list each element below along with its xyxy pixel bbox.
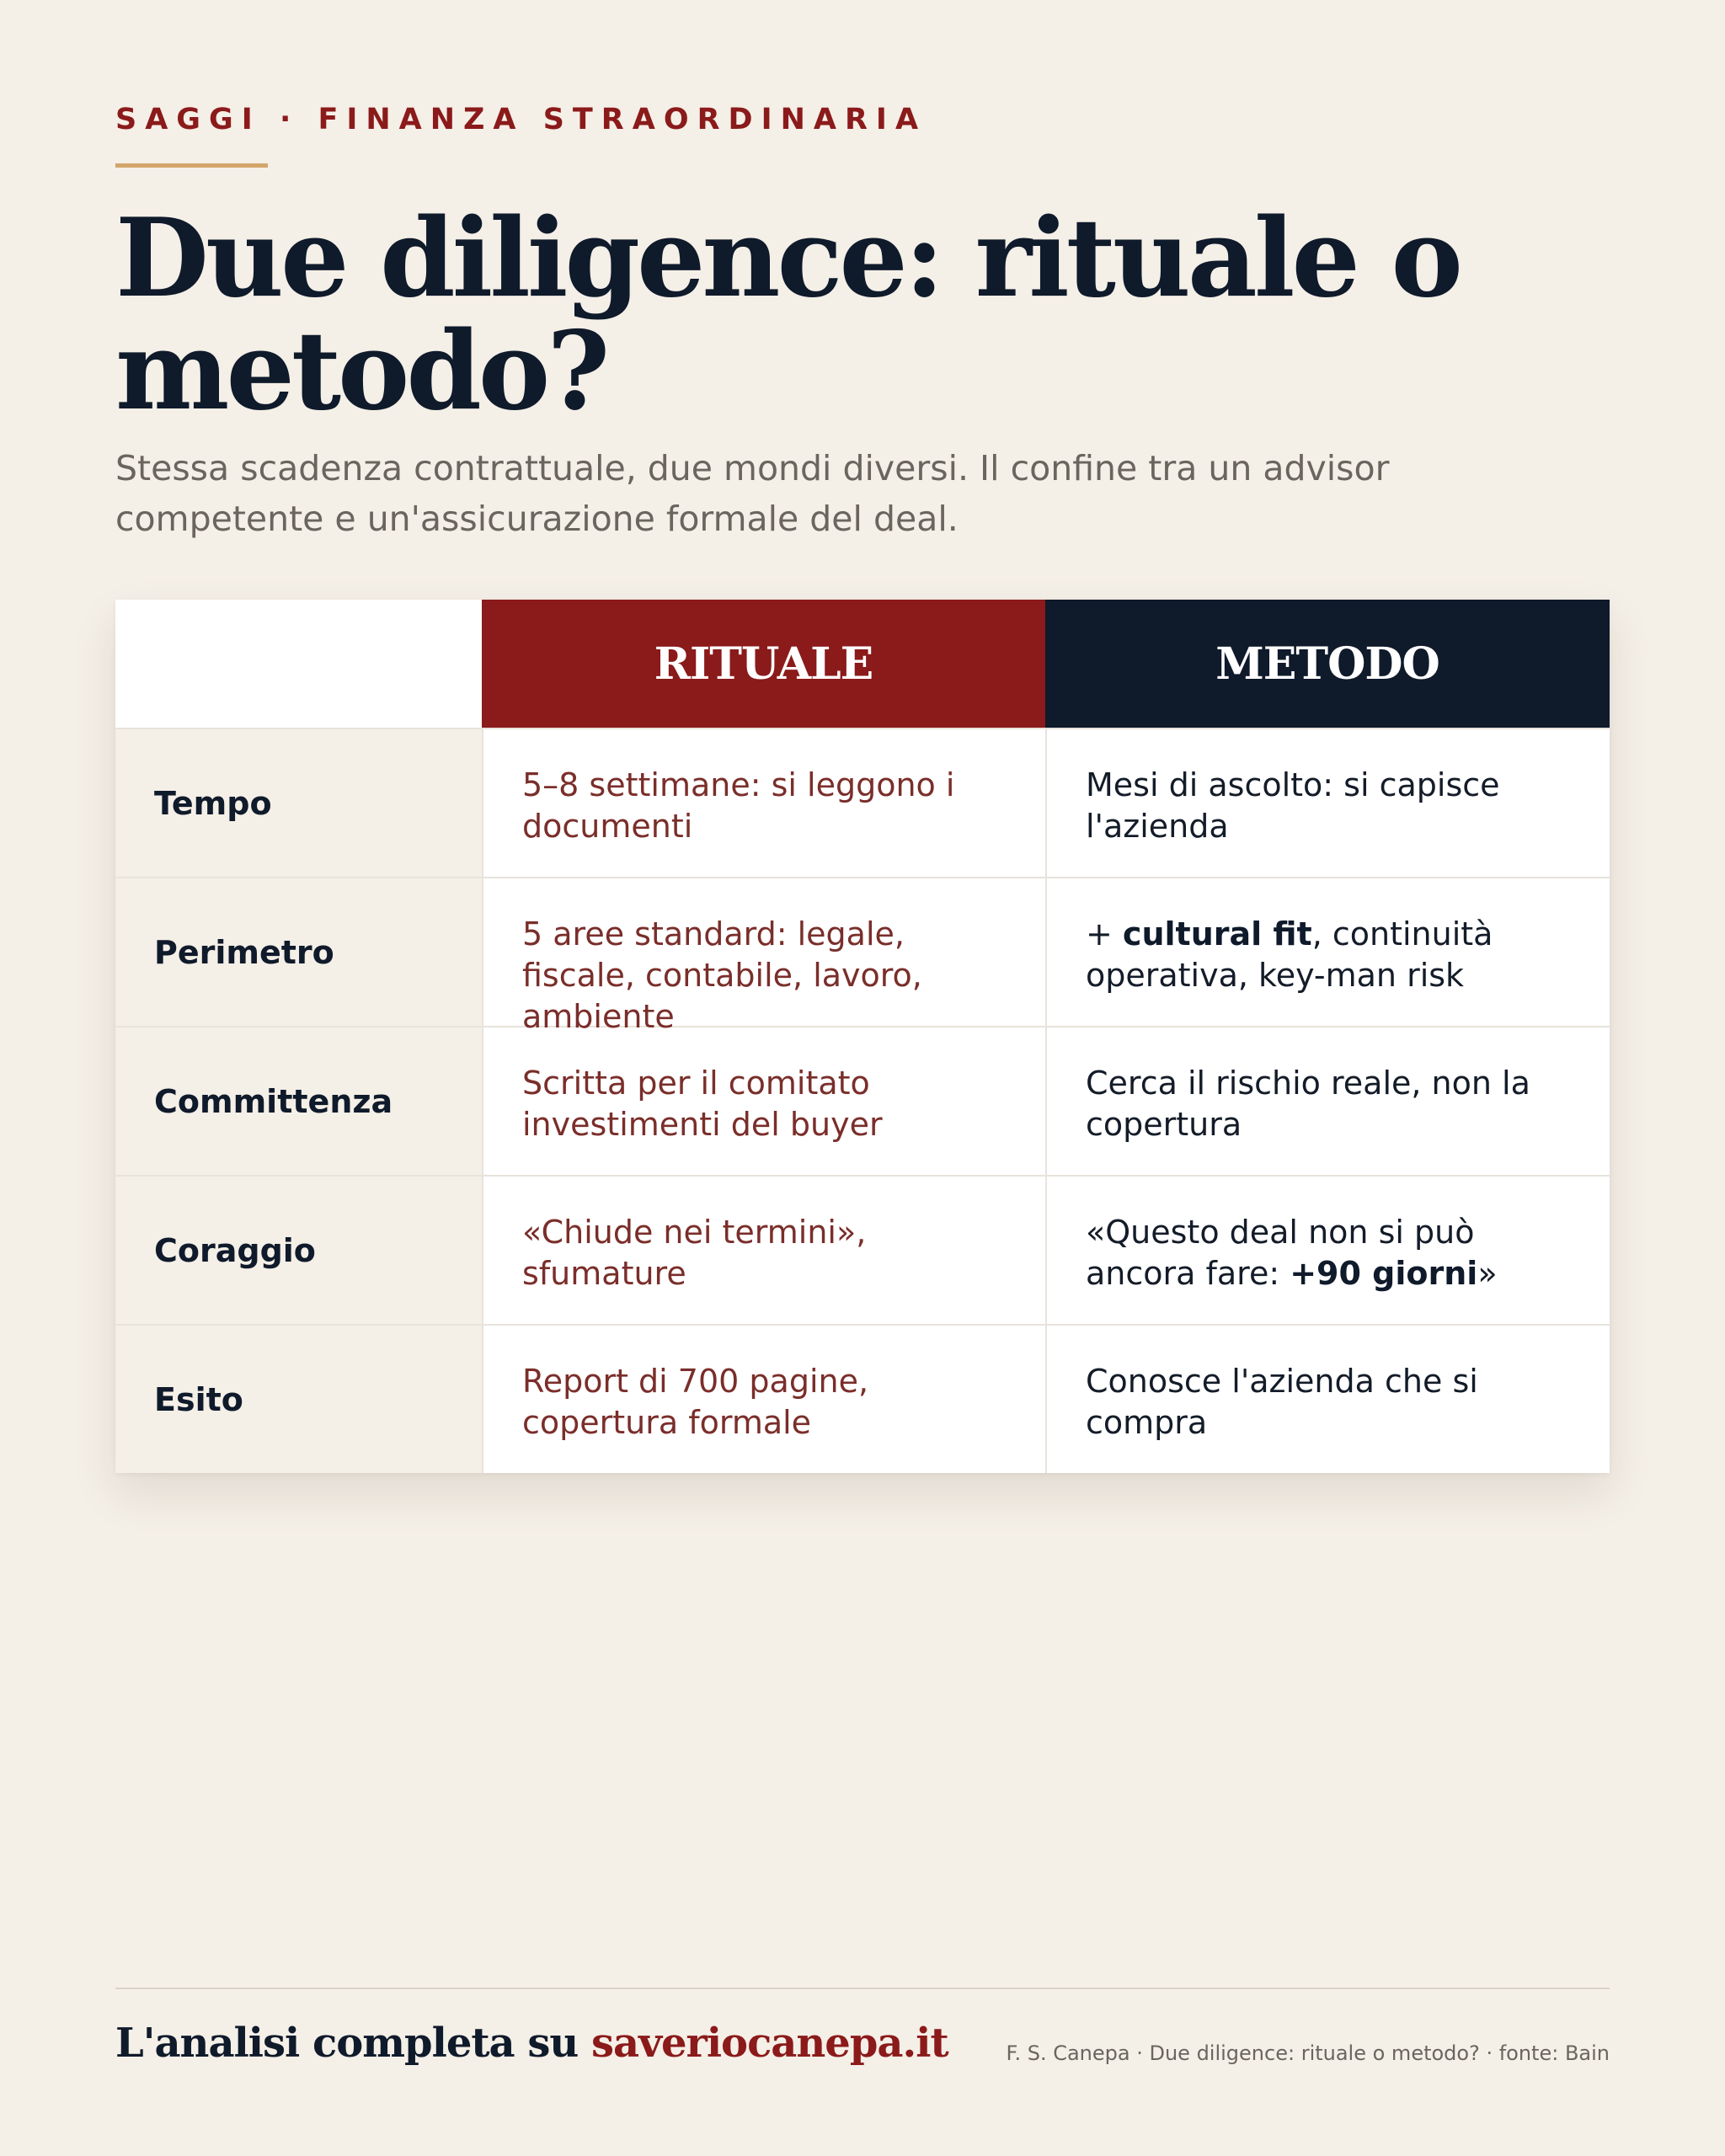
row-label: Tempo bbox=[115, 729, 482, 877]
metodo-text-end: » bbox=[1477, 1255, 1498, 1292]
section-kicker: SAGGI · FINANZA STRAORDINARIA bbox=[115, 103, 927, 136]
page-title: Due diligence: rituale o metodo? bbox=[115, 195, 1460, 435]
metodo-emphasis: cultural fit bbox=[1122, 915, 1312, 953]
table-row bbox=[115, 728, 1610, 877]
row-label: Committenza bbox=[115, 1027, 482, 1175]
rituale-cell: «Chiude nei termini», sfumature bbox=[482, 1177, 1045, 1324]
footer-divider bbox=[115, 1988, 1610, 1989]
table-header-row bbox=[115, 600, 1610, 728]
rituale-cell: Report di 700 pagine, copertura formale bbox=[482, 1326, 1045, 1473]
table-row bbox=[115, 1175, 1610, 1324]
metodo-text: «Questo deal non si può ancora fare: bbox=[1086, 1214, 1475, 1292]
rituale-cell: Scritta per il comitato investimenti del buyer bbox=[482, 1027, 1045, 1175]
metodo-text: Conosce l'azienda che si compra bbox=[1086, 1363, 1478, 1441]
header-empty-cell bbox=[115, 600, 482, 728]
metodo-emphasis: +90 giorni bbox=[1290, 1255, 1478, 1292]
metodo-cell bbox=[1045, 1326, 1610, 1473]
metodo-cell bbox=[1045, 1027, 1610, 1175]
rituale-cell: 5–8 settimane: si leggono i documenti bbox=[482, 729, 1045, 877]
metodo-text-end: , continuità operativa, key-man risk bbox=[1086, 915, 1493, 994]
row-label: Perimetro bbox=[115, 878, 482, 1026]
footer-cta bbox=[115, 2020, 948, 2067]
metodo-cell bbox=[1045, 729, 1610, 877]
website-link[interactable]: saveriocanepa.it bbox=[590, 2020, 948, 2067]
table-row bbox=[115, 877, 1610, 1035]
page-subtitle: Stessa scadenza contrattuale, due mondi diversi. Il confine tra un advisor competente e un'assicurazione formale del deal. bbox=[115, 448, 1390, 539]
metodo-text: Mesi di ascolto: si capisce l'azienda bbox=[1086, 766, 1500, 845]
footer-cta-text: L'analisi completa su bbox=[115, 2020, 591, 2067]
row-label: Esito bbox=[115, 1326, 482, 1473]
metodo-text: Cerca il rischio reale, non la copertura bbox=[1086, 1065, 1530, 1143]
column-header-rituale: RITUALE bbox=[482, 600, 1045, 728]
comparison-table bbox=[115, 600, 1610, 1473]
kicker-underline bbox=[115, 163, 268, 168]
rituale-cell: 5 aree standard: legale, fiscale, contabile, lavoro, ambiente bbox=[482, 878, 1045, 1026]
metodo-text: + bbox=[1086, 915, 1123, 953]
table-row bbox=[115, 1324, 1610, 1473]
column-header-metodo: METODO bbox=[1045, 600, 1610, 728]
table-row bbox=[115, 1026, 1610, 1175]
row-label: Coraggio bbox=[115, 1177, 482, 1324]
metodo-cell bbox=[1045, 1177, 1610, 1324]
page bbox=[115, 0, 1610, 2156]
footer-credits: F. S. Canepa · Due diligence: rituale o metodo? · fonte: Bain bbox=[1006, 2041, 1610, 2065]
metodo-cell bbox=[1045, 878, 1610, 1026]
